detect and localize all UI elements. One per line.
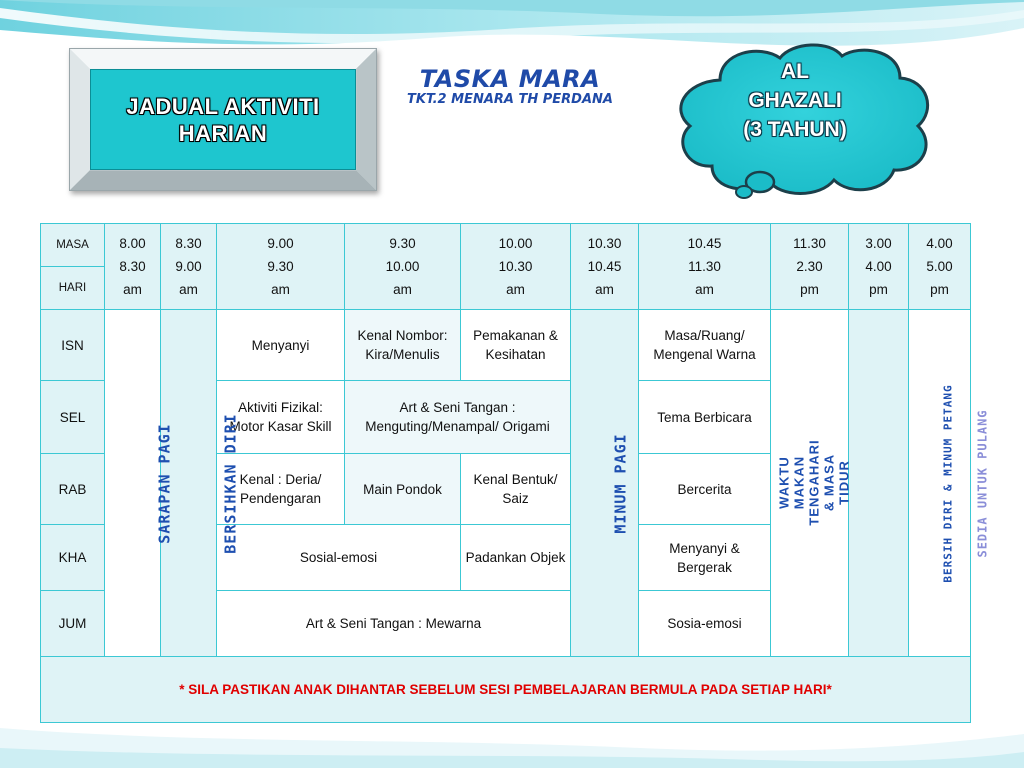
- day-label: ISN: [41, 310, 105, 381]
- title-box: [69, 48, 377, 191]
- activity-cell: Kenal Bentuk/ Saiz: [461, 454, 571, 525]
- activity-cell: Aktiviti Fizikal: Motor Kasar Skill: [217, 381, 345, 454]
- schedule-table: [40, 223, 990, 723]
- band-minum-pagi: [571, 310, 639, 657]
- time-slot-1: 8.00 8.30 am: [105, 224, 161, 310]
- header-row: [41, 224, 971, 310]
- note-row: [41, 657, 971, 723]
- band-label: MINUM PAGI: [611, 432, 630, 534]
- activity-cell: Main Pondok: [345, 454, 461, 525]
- activity-cell: Pemakanan & Kesihatan: [461, 310, 571, 381]
- activity-cell: Padankan Objek: [461, 525, 571, 591]
- band-sarapan-pagi: [105, 310, 174, 657]
- activity-cell: Sosial-emosi: [217, 525, 461, 591]
- activity-cell: Art & Seni Tangan : Mewarna: [217, 591, 571, 657]
- time-slot-5: 10.00 10.30 am: [461, 224, 571, 310]
- activity-cell: Kenal : Deria/ Pendengaran: [217, 454, 345, 525]
- band-label: SARAPAN PAGI: [155, 422, 174, 544]
- taska-subtitle: TKT.2 MENARA TH PERDANA: [407, 92, 613, 107]
- time-slot-8: 11.30 2.30 pm: [771, 224, 849, 310]
- time-slot-7: 10.45 11.30 am: [639, 224, 771, 310]
- day-label: JUM: [41, 591, 105, 657]
- schedule-title: JADUAL AKTIVITI HARIAN: [126, 93, 320, 146]
- band-label: BERSIHKAN DIRI: [221, 412, 240, 554]
- activity-cell: Sosia-emosi: [639, 591, 771, 657]
- band-label: BERSIH DIRI & MINUM PETANG: [941, 384, 955, 583]
- note-cell: [41, 657, 971, 723]
- taska-title: TASKA MARA: [419, 65, 601, 93]
- title-panel: [90, 69, 356, 170]
- band-waktu-makan: [771, 310, 852, 657]
- time-slot-10: 4.00 5.00 pm: [909, 224, 971, 310]
- time-slot-9: 3.00 4.00 pm: [849, 224, 909, 310]
- band-bersih-minum-petang: [849, 310, 955, 657]
- activity-cell: Masa/Ruang/ Mengenal Warna: [639, 310, 771, 381]
- activity-cell: Menyanyi & Bergerak: [639, 525, 771, 591]
- activity-cell: Bercerita: [639, 454, 771, 525]
- hari-label: HARI: [58, 282, 87, 294]
- day-label: RAB: [41, 454, 105, 525]
- band-label: SEDIA UNTUK PULANG: [975, 409, 990, 558]
- time-slot-2: 8.30 9.00 am: [161, 224, 217, 310]
- band-label: WAKTU MAKAN TENGAHARI & MASA TIDUR: [776, 438, 852, 526]
- time-slot-6: 10.30 10.45 am: [571, 224, 639, 310]
- activity-cell: Tema Berbicara: [639, 381, 771, 454]
- class-label: AL GHAZALI (3 TAHUN): [743, 60, 847, 141]
- activity-cell: Kenal Nombor: Kira/Menulis: [345, 310, 461, 381]
- reminder-note: * SILA PASTIKAN ANAK DIHANTAR SEBELUM SESI PEMBELAJARAN BERMULA PADA SETIAP HARI*: [179, 682, 832, 697]
- activity-cell: Menyanyi: [217, 310, 345, 381]
- activity-cell: Art & Seni Tangan : Menguting/Menampal/ Origami: [345, 381, 571, 454]
- header-center: [380, 66, 640, 108]
- time-slot-3: 9.00 9.30 am: [217, 224, 345, 310]
- masa-hari-cell: [41, 224, 105, 310]
- masa-label: MASA: [41, 224, 104, 267]
- day-row-isn: [41, 310, 971, 381]
- day-label: SEL: [41, 381, 105, 454]
- time-slot-4: 9.30 10.00 am: [345, 224, 461, 310]
- day-label: KHA: [41, 525, 105, 591]
